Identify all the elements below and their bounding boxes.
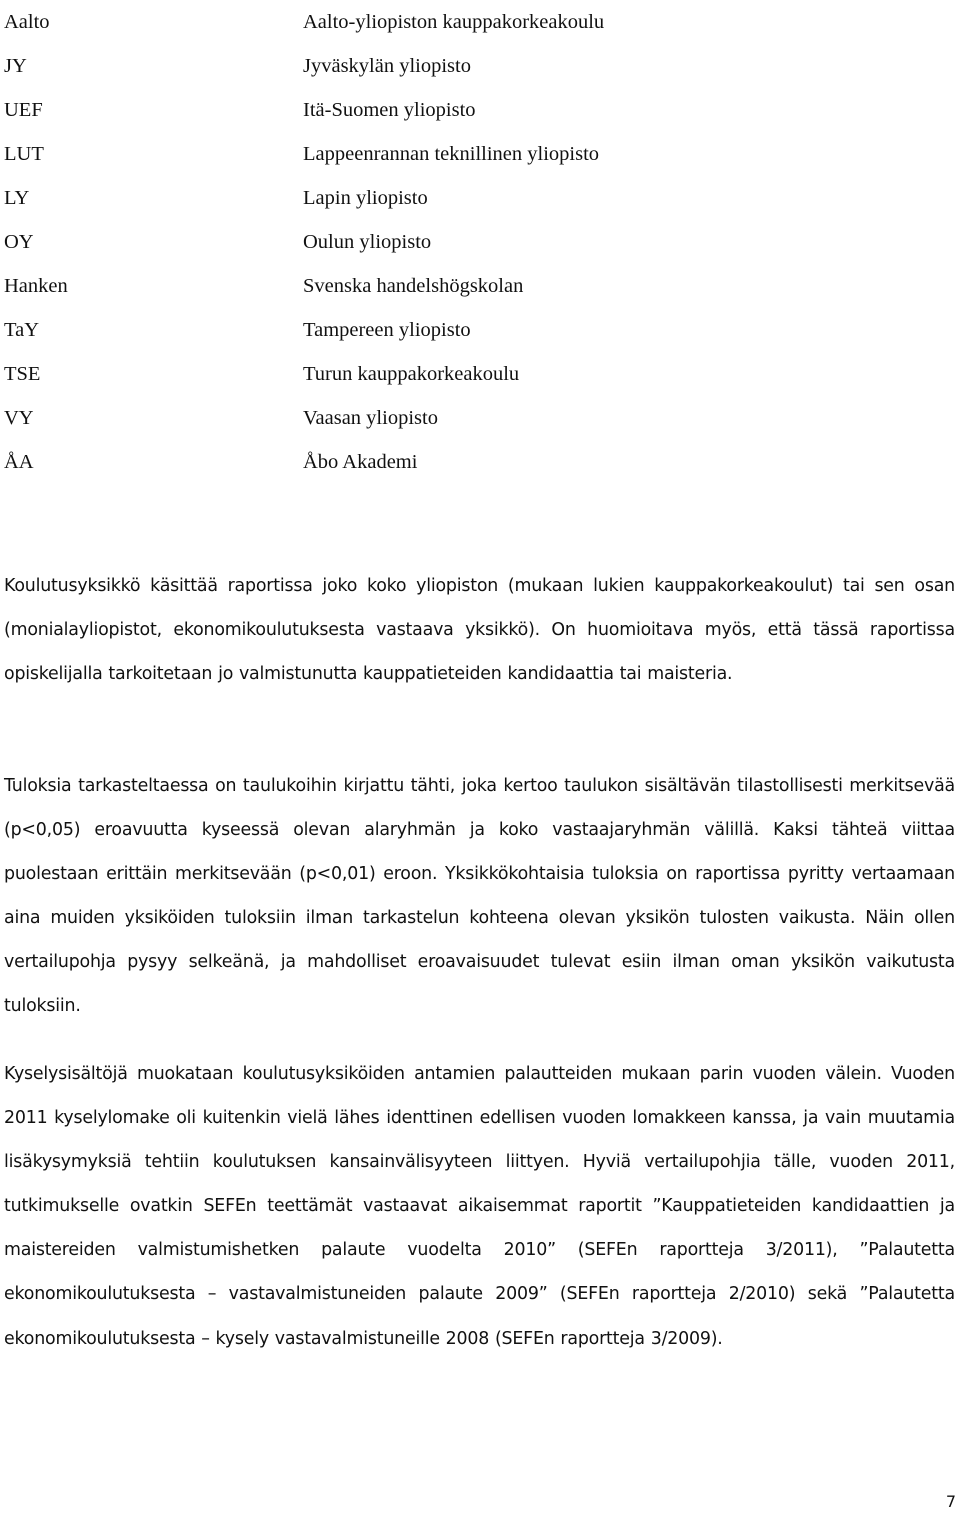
university-name: Aalto-yliopiston kauppakorkeakoulu xyxy=(303,10,605,33)
paragraph-survey-content: Kyselysisältöjä muokataan koulutusyksiköiden antamien palautteiden mukaan parin vuoden välein. Vuoden 2011 kyselylomake oli kuitenkin vielä lähes identtinen edellisen vuoden lomakkeen kanssa, ja vain muutamia lisäkysymyksiä tehtiin koulutuksen kansainvälisyyteen liittyen. Hyviä vertailupohjia tälle, vuoden 2011, tutkimukselle ovatkin SEFEn teettämät vastaavat aikaisemmat raportit ”Kauppatieteiden kandidaattien ja maistereiden valmistumishetken palaute vuodelta 2010” (SEFEn raportteja 3/2011), ”Palautetta ekonomikoulutuksesta – vastavalmistuneiden palaute 2009” (SEFEn raportteja 2/2010) sekä ”Palautetta ekonomikoulutuksesta – kysely vastavalmistuneille 2008 (SEFEn raportteja 3/2009). xyxy=(4,1064,955,1349)
university-name: Lapin yliopisto xyxy=(303,186,428,209)
abbreviation-code: ÅA xyxy=(4,451,34,474)
university-name: Vaasan yliopisto xyxy=(303,407,438,430)
abbreviation-code: Aalto xyxy=(4,10,50,33)
abbreviation-code: UEF xyxy=(4,98,43,121)
university-name: Svenska handelshögskolan xyxy=(303,275,524,298)
page-number: 7 xyxy=(945,1492,956,1511)
paragraph-training-unit-definition: Koulutusyksikkö käsittää raportissa joko koko yliopiston (mukaan lukien kauppakorkeakoulut) tai sen osan (monialayliopistot, ekonomikoulutuksesta vastaava yksikkö). On huomioitava myös, että tässä raportissa opiskelijalla tarkoitetaan jo valmistunutta kauppatieteiden kandidaattia tai maisteria. xyxy=(4,576,955,685)
abbreviation-row xyxy=(4,220,904,264)
abbreviation-row xyxy=(4,132,904,176)
abbreviation-code: LY xyxy=(4,186,30,209)
abbreviation-row xyxy=(4,44,904,88)
abbreviation-code: JY xyxy=(4,54,27,77)
university-name: Åbo Akademi xyxy=(303,451,418,474)
university-name: Turun kauppakorkeakoulu xyxy=(303,363,520,386)
abbreviation-row xyxy=(4,88,904,132)
abbreviation-row xyxy=(4,265,904,309)
abbreviation-row xyxy=(4,0,904,44)
abbreviation-code: Hanken xyxy=(4,275,68,298)
abbreviation-code: TaY xyxy=(4,319,39,342)
university-name: Jyväskylän yliopisto xyxy=(303,54,471,77)
abbreviation-row xyxy=(4,176,904,220)
university-abbreviation-table xyxy=(4,0,904,485)
university-name: Tampereen yliopisto xyxy=(303,319,471,342)
abbreviation-row xyxy=(4,353,904,397)
university-name: Lappeenrannan teknillinen yliopisto xyxy=(303,142,600,165)
abbreviation-code: LUT xyxy=(4,142,44,165)
university-name: Itä-Suomen yliopisto xyxy=(303,98,476,121)
abbreviation-code: TSE xyxy=(4,363,41,386)
paragraph-significance-markers: Tuloksia tarkasteltaessa on taulukoihin kirjattu tähti, joka kertoo taulukon sisältävän tilastollisesti merkitsevää (p<0,05) eroavuutta kyseessä olevan alaryhmän ja koko vastaajaryhmän välillä. Kaksi tähteä viittaa puolestaan erittäin merkitsevään (p<0,01) eroon. Yksikkökohtaisia tuloksia on raportissa pyritty vertaamaan aina muiden yksiköiden tuloksiin ilman tarkastelun kohteena olevan yksikön tulosten vaikusta. Näin ollen vertailupohja pysyy selkeänä, ja mahdolliset eroavaisuudet tulevat esiin ilman oman yksikön vaikutusta tuloksiin. xyxy=(4,776,955,1017)
abbreviation-code: VY xyxy=(4,407,34,430)
abbreviation-code: OY xyxy=(4,231,34,254)
abbreviation-row xyxy=(4,441,904,485)
abbreviation-row xyxy=(4,397,904,441)
abbreviation-row xyxy=(4,309,904,353)
university-name: Oulun yliopisto xyxy=(303,231,432,254)
